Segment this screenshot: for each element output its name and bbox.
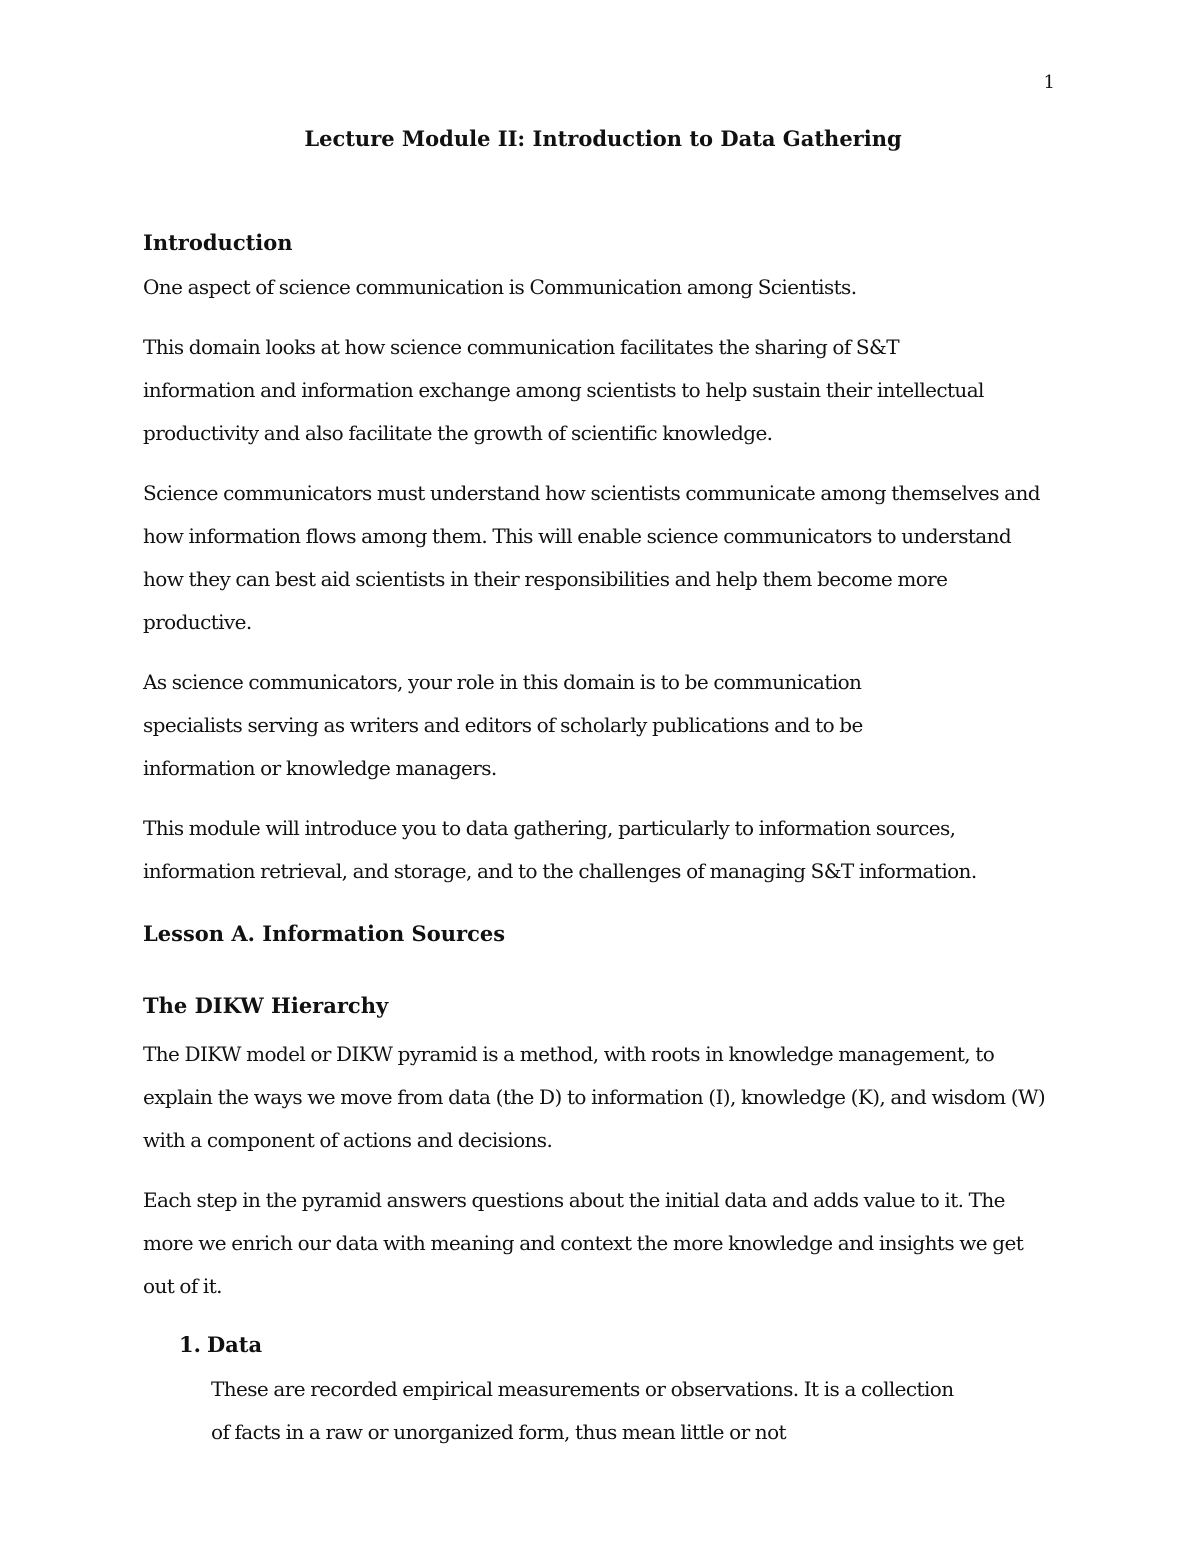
paragraph: This domain looks at how science communication facilitates the sharing of S&T information and information exchange among scientists to help sustain their intellectual productivity and also facilitate the growth of scientific knowledge. bbox=[143, 335, 984, 445]
page-number: 1 bbox=[1043, 72, 1055, 93]
list-item-body: These are recorded empirical measurements or observations. It is a collection of facts in a raw or unorganized form, thus mean little or not bbox=[211, 1377, 954, 1444]
paragraph: As science communicators, your role in this domain is to be communication specialists serving as writers and editors of scholarly publications and to be information or knowledge managers. bbox=[143, 670, 863, 780]
paragraph: This module will introduce you to data gathering, particularly to information sources, information retrieval, and storage, and to the challenges of managing S&T information. bbox=[143, 816, 977, 883]
list-item-title: Data bbox=[206, 1332, 263, 1357]
section-heading-introduction: Introduction bbox=[143, 230, 293, 255]
section-heading-lesson-a: Lesson A. Information Sources bbox=[143, 921, 506, 946]
list-item bbox=[143, 1330, 1063, 1454]
list-item-heading bbox=[143, 1330, 1063, 1360]
document-title: Lecture Module II: Introduction to Data Gathering bbox=[304, 126, 902, 151]
paragraph: Science communicators must understand how scientists communicate among themselves and how information flows among them. This will enable science communicators to understand how they can best aid scientists in their responsibilities and help them become more productive. bbox=[143, 481, 1040, 634]
section-heading-dikw: The DIKW Hierarchy bbox=[143, 993, 389, 1018]
paragraph: One aspect of science communication is Communication among Scientists. bbox=[143, 275, 857, 299]
paragraph: The DIKW model or DIKW pyramid is a method, with roots in knowledge management, to explain the ways we move from data (the D) to information (I), knowledge (K), and wisdom (W) with a component of actions and decisions. bbox=[143, 1042, 1046, 1152]
document-body bbox=[143, 118, 1063, 1454]
dikw-list bbox=[143, 1330, 1063, 1454]
list-item-number: 1. bbox=[179, 1332, 201, 1357]
paragraph: Each step in the pyramid answers questions about the initial data and adds value to it. The more we enrich our data with meaning and context the more knowledge and insights we get out of it. bbox=[143, 1188, 1024, 1298]
